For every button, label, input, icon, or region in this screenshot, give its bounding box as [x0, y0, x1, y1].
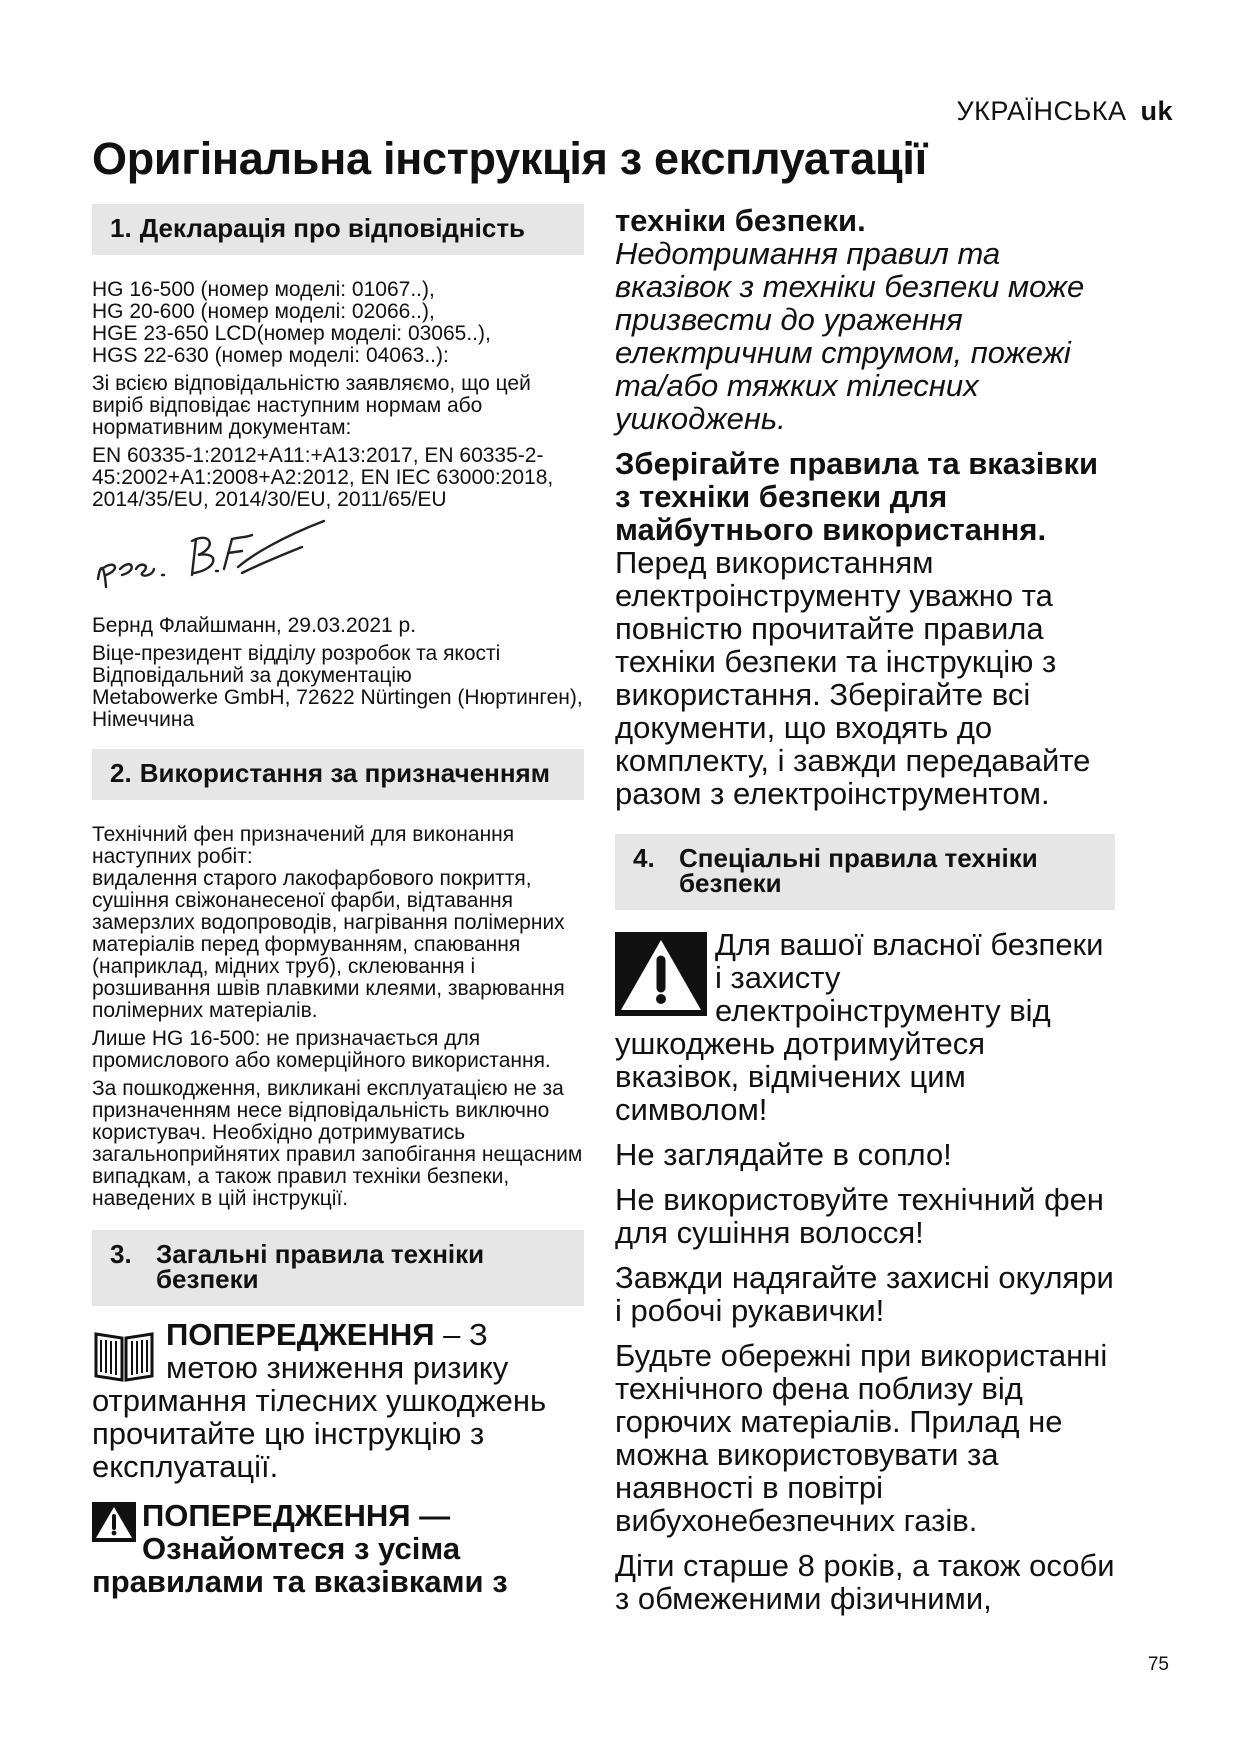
rule-item: Не заглядайте в сопло! — [615, 1137, 952, 1172]
left-column — [92, 204, 584, 1598]
general-warning-text: ПОПЕРЕДЖЕННЯ — Ознайомтеся з усіма правилами та вказівками з — [92, 1498, 508, 1599]
section-1-heading — [92, 204, 584, 255]
model-list — [92, 279, 584, 367]
rule-item: Завжди надягайте захисні окуляри і робочі рукавички! — [615, 1260, 1114, 1328]
intended-use-applications: видалення старого лакофарбового покриття, сушіння свіжонанесеної фарби, відтавання замерзлих водопроводів, нагрівання полімерних матеріалів перед формуванням, спаювання (наприклад, мідних труб), склеювання і розшивання швів плавкими клеями, зварювання полімерних матеріалів. — [92, 867, 565, 1022]
signature — [92, 517, 584, 613]
general-warning — [92, 1499, 584, 1598]
signer-name: Бернд Флайшманн, 29.03.2021 р. — [92, 614, 417, 637]
right-column — [615, 204, 1115, 1627]
section-3-title: Загальні правила техніки безпеки — [156, 1239, 485, 1294]
rule-item: Діти старше 8 років, а також особи з обмеженими фізичними, — [615, 1548, 1115, 1616]
model-line: HGS 22-630 (номер моделі: 04063..): — [92, 344, 449, 367]
section-4-number: 4. — [633, 843, 655, 873]
manual-warning-text: – З метою зниження ризику отримання тілесних ушкоджень прочитайте цю інструкцію з експлуатації. — [92, 1317, 547, 1484]
symbol-note — [615, 928, 1115, 1126]
save-instructions-heading: Зберігайте правила та вказівки з техніки безпеки для майбутнього використання. — [615, 446, 1099, 547]
intended-use-note: Лише HG 16-500: не призначається для промислового або комерційного використання. — [92, 1027, 551, 1072]
section-2-title: Використання за призначенням — [139, 758, 550, 788]
intended-use-intro: Технічний фен призначений для виконання наступних робіт: — [92, 823, 515, 868]
section-4-heading — [615, 834, 1115, 910]
section-2-number: 2. — [110, 758, 132, 788]
intended-use-list — [92, 824, 584, 1022]
model-line: HGE 23-650 LCD(номер моделі: 03065..), — [92, 322, 491, 345]
safety-consequences-text: Недотримання правил та вказівок з техніки безпеки може призвести до ураження електричним струмом, пожежі та/або тяжких тілесних ушкоджень. — [615, 236, 1085, 436]
company-address: Metabowerke GmbH, 72622 Nürtingen (Нюртинген), Німеччина — [92, 686, 583, 731]
declaration-text: Зі всією відповідальністю заявляємо, що цей виріб відповідає наступним нормам або нормативним документам: — [92, 372, 531, 439]
page-title: Оригінальна інструкція з експлуатації — [92, 133, 927, 184]
manual-warning — [92, 1318, 584, 1483]
language-label — [956, 96, 1173, 127]
manual-warning-label: ПОПЕРЕДЖЕННЯ — [166, 1317, 435, 1352]
liability-text: За пошкодження, викликані експлуатацією не за призначенням несе відповідальність виключно користувач. Необхідно дотримуватись загальноприйнятих правил запобігання нещасним випадкам, а також правил техніки безпеки, наведених в цій інструкції. — [92, 1077, 583, 1210]
symbol-note-text: Для вашої власної безпеки і захисту електроінструменту від ушкоджень дотримуйтеся вказівок, відмічених цим символом! — [615, 927, 1104, 1127]
section-4-title: Спеціальні правила техніки безпеки — [679, 843, 1038, 898]
signature-text: ppa. B.Fl — [92, 609, 97, 610]
signer-position-1: Віце-президент відділу розробок та якості — [92, 642, 501, 665]
signer-position-2: Відповідальний за документацію — [92, 664, 412, 687]
section-1-number: 1. — [110, 213, 132, 243]
section-2-heading — [92, 749, 584, 800]
section-3-number: 3. — [110, 1239, 132, 1269]
section-3-heading — [92, 1230, 584, 1306]
model-line: HG 16-500 (номер моделі: 01067..), — [92, 278, 435, 301]
section-1-title: Декларація про відповідність — [139, 213, 526, 243]
language-name: УКРАЇНСЬКА — [956, 96, 1127, 126]
safety-continued-heading: техніки безпеки. — [615, 203, 866, 238]
warning-triangle-icon — [615, 932, 707, 1016]
page-number: 75 — [1147, 1654, 1169, 1675]
signature-graphic — [92, 517, 352, 613]
rule-item: Не використовуйте технічний фен для сушіння волосся! — [615, 1182, 1104, 1250]
read-manual-icon — [92, 1322, 156, 1382]
save-instructions-text: Перед використанням електроінструменту уважно та повністю прочитайте правила техніки безпеки та інструкцію з використання. Зберігайте всі документи, що входять до комплекту, і завжди передавайте разом з електроінструментом. — [615, 545, 1091, 811]
language-code: uk — [1140, 96, 1173, 126]
rule-item: Будьте обережні при використанні технічного фена поблизу від горючих матеріалів. Прилад не можна використовувати за наявності в повітрі вибухонебезпечних газів. — [615, 1338, 1108, 1538]
model-line: HG 20-600 (номер моделі: 02066..), — [92, 300, 435, 323]
standards-text: EN 60335-1:2012+A11:+A13:2017, EN 60335-2-45:2002+A1:2008+A2:2012, EN IEC 63000:2018, 2014/35/EU, 2014/30/EU, 2011/65/EU — [92, 444, 554, 511]
warning-triangle-icon — [92, 1502, 136, 1542]
